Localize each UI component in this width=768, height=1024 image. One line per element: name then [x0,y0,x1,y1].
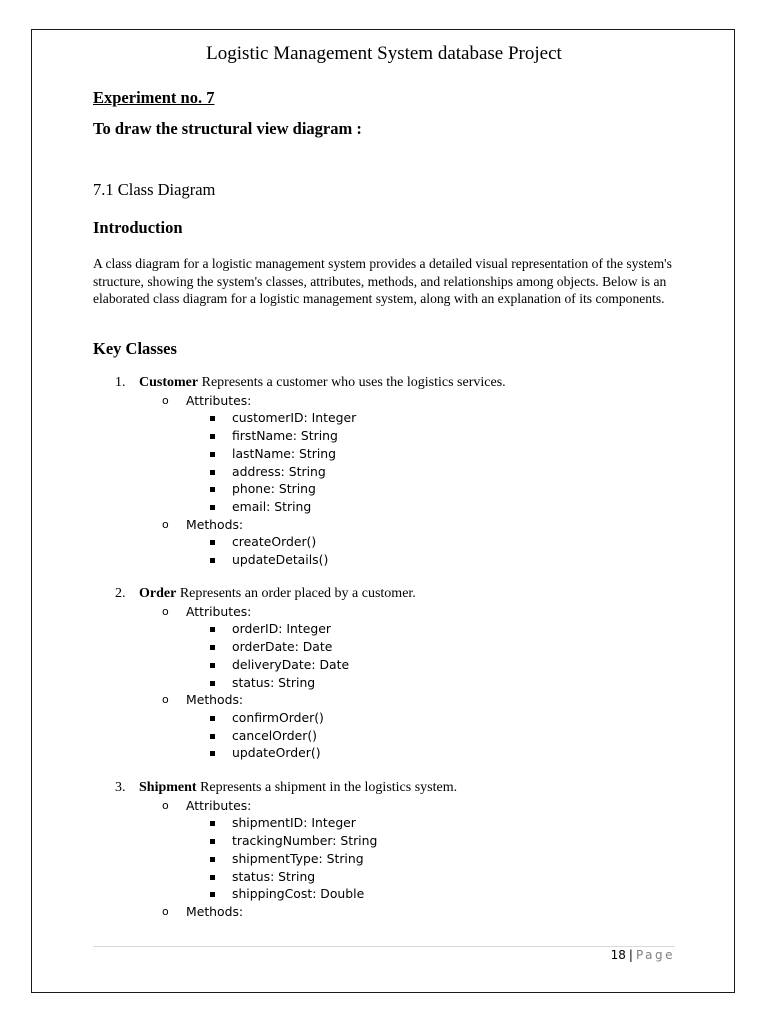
attribute-item: customerID: Integer [232,410,357,426]
attribute-item: address: String [232,463,326,479]
method-item: cancelOrder() [232,727,318,743]
class-description: Represents a shipment in the logistics system. [200,780,458,795]
square-bullet [210,875,215,880]
square-bullet [210,487,215,492]
key-classes-heading: Key Classes [93,339,177,358]
methods-label: Methods: [186,692,244,708]
attribute-item: shipmentID: Integer [232,815,356,831]
attribute-item: orderID: Integer [232,621,331,637]
square-bullet [210,452,215,457]
square-bullet [210,734,215,739]
attribute-item: phone: String [232,481,316,497]
attribute-item: firstName: String [232,428,338,444]
page-word: Page [635,948,675,962]
class-number: 2. [115,586,126,601]
attribute-item: shipmentType: String [232,850,364,866]
class-name: Shipment [139,780,197,795]
square-bullet [210,434,215,439]
square-bullet [210,857,215,862]
square-bullet [210,416,215,421]
attribute-item: lastName: String [232,445,336,461]
introduction-paragraph: A class diagram for a logistic management system provides a detailed visual representation of the system's structure, showing the system's classes, attributes, methods, and relationships among objects. Below is an elaborated class diagram for a logistic management system, along with an explanation of its components. [93,256,672,306]
hollow-bullet: o [162,693,169,707]
square-bullet [210,892,215,897]
header-title: Logistic Management System database Project [206,43,562,64]
attribute-item: trackingNumber: String [232,833,378,849]
hollow-bullet: o [162,904,169,918]
footer-separator: | [628,948,633,962]
attribute-item: status: String [232,674,316,690]
method-item: updateOrder() [232,745,321,761]
attribute-item: shippingCost: Double [232,886,365,902]
attribute-item: email: String [232,498,312,514]
class-name: Order [139,586,177,601]
square-bullet [210,663,215,668]
attributes-label: Attributes: [186,603,252,619]
attribute-item: status: String [232,868,316,884]
class-description: Represents an order placed by a customer. [179,586,416,601]
class-number: 3. [115,780,126,795]
square-bullet [210,540,215,545]
experiment-number: Experiment no. 7 [93,88,215,107]
page-footer [611,948,675,963]
class-number: 1. [115,375,126,390]
hollow-bullet: o [162,604,169,618]
attribute-item: orderDate: Date [232,639,333,655]
square-bullet [210,470,215,475]
page-number: 18 [610,948,626,962]
class-heading-line [139,780,457,796]
method-item: updateDetails() [232,552,329,567]
introduction-heading: Introduction [93,218,183,237]
footer-rule [93,946,675,947]
hollow-bullet: o [162,393,169,407]
class-name: Customer [139,375,199,390]
attributes-label: Attributes: [186,392,252,408]
attributes-label: Attributes: [186,797,252,813]
square-bullet [210,681,215,686]
square-bullet [210,627,215,632]
method-item: confirmOrder() [232,709,324,725]
square-bullet [210,716,215,721]
hollow-bullet: o [162,517,169,531]
class-description: Represents a customer who uses the logistics services. [201,375,506,390]
method-item: createOrder() [232,534,317,550]
square-bullet [210,645,215,650]
square-bullet [210,751,215,756]
square-bullet [210,558,215,563]
methods-label: Methods: [186,903,244,919]
methods-label: Methods: [186,516,244,532]
section-heading: 7.1 Class Diagram [93,180,216,199]
class-heading-line [139,375,506,391]
class-heading-line [139,586,416,602]
square-bullet [210,839,215,844]
experiment-aim: To draw the structural view diagram : [93,119,362,138]
page-border [31,29,735,993]
square-bullet [210,821,215,826]
hollow-bullet: o [162,798,169,812]
attribute-item: deliveryDate: Date [232,656,350,672]
square-bullet [210,505,215,510]
